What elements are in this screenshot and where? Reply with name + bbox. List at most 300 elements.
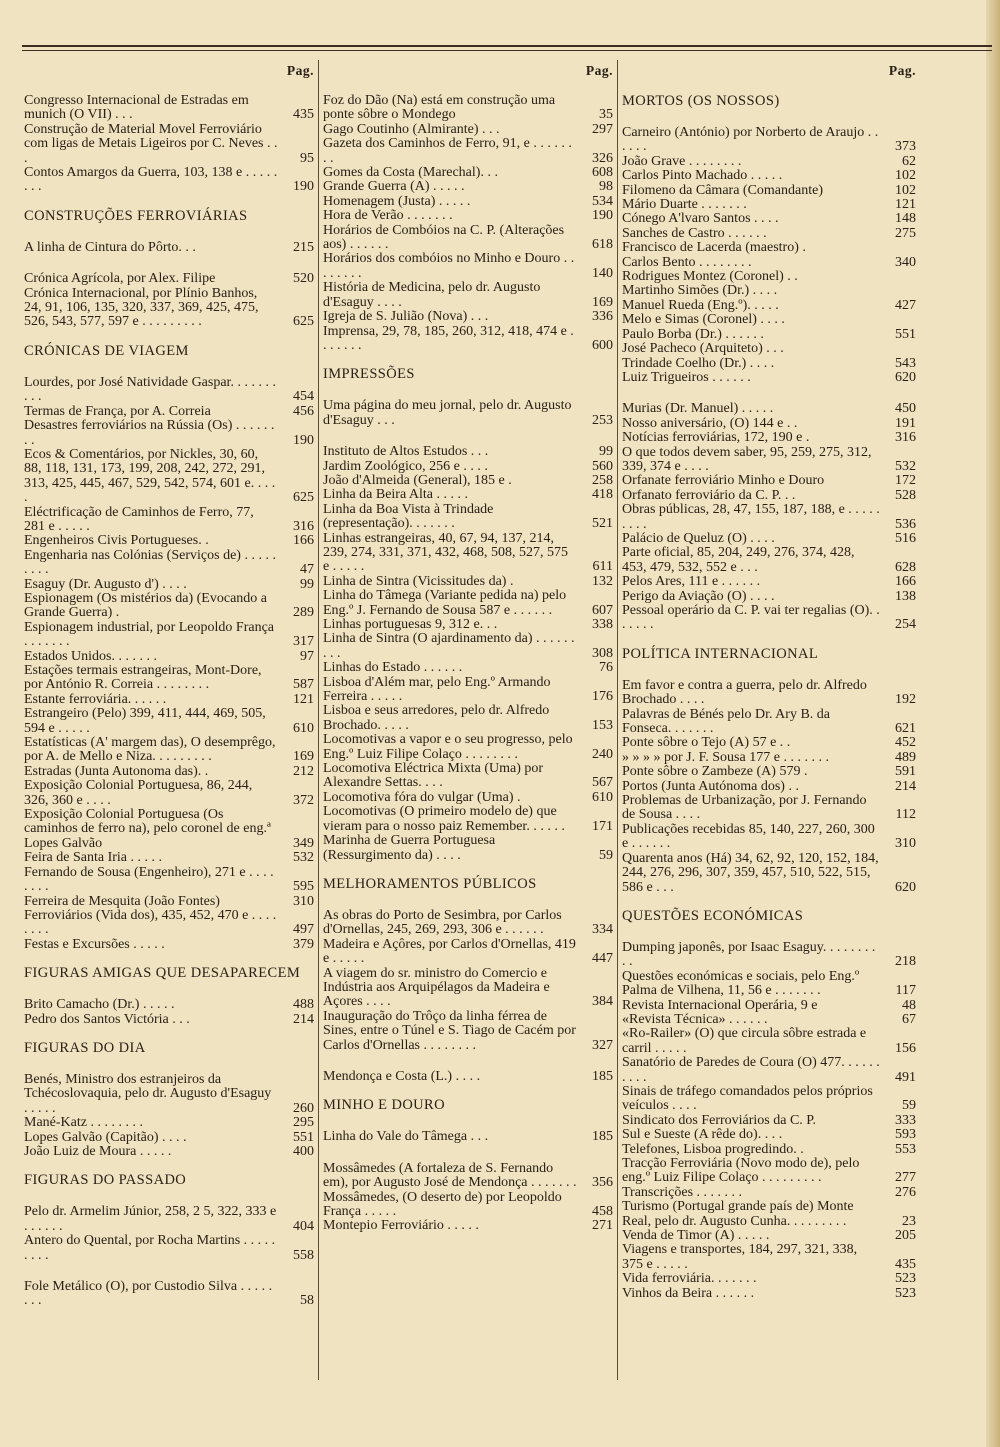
entry-page-number: 166 bbox=[895, 574, 916, 590]
index-entry bbox=[622, 604, 916, 633]
index-entry bbox=[24, 287, 314, 330]
index-entry bbox=[323, 460, 613, 474]
page-column-header: Pag. bbox=[585, 63, 613, 78]
entry-title: Revista Internacional Operária, 9 e bbox=[622, 997, 818, 1013]
entry-page-number: 400 bbox=[293, 1143, 314, 1159]
index-entry bbox=[622, 270, 916, 284]
index-entry bbox=[323, 834, 613, 863]
index-entry bbox=[24, 736, 314, 765]
index-entry bbox=[24, 534, 314, 548]
index-entry bbox=[622, 1027, 916, 1056]
entry-title: Cónego A'lvaro Santos . . . . bbox=[622, 211, 779, 227]
entry-page-number: 558 bbox=[293, 1247, 314, 1263]
entry-page-number: 271 bbox=[592, 1218, 613, 1234]
entry-page-number: 560 bbox=[592, 458, 613, 474]
entry-title: Linhas estrangeiras, 40, 67, 94, 137, 214, 239, 274, 331, 371, 432, 468, 508, 527, 575 e . . . . . bbox=[323, 530, 568, 575]
entry-title: Pelo dr. Armelim Júnior, 258, 2 5, 322, 333 e . . . . . . bbox=[24, 1204, 277, 1234]
index-entry bbox=[24, 909, 314, 938]
index-entry bbox=[323, 1219, 613, 1233]
index-entry bbox=[24, 866, 314, 895]
entry-title: Engenheiros Civis Portugueses. . bbox=[24, 533, 209, 549]
index-entry bbox=[622, 417, 916, 431]
index-entry bbox=[24, 1145, 314, 1159]
entry-title: Exposição Colonial Portuguesa, 86, 244, 326, 360 e . . . . bbox=[24, 778, 253, 808]
index-entry bbox=[622, 299, 916, 313]
entry-page-number: 99 bbox=[599, 444, 613, 460]
entry-title: Orfanato ferroviário da C. P. . . bbox=[622, 487, 796, 503]
index-entry bbox=[323, 399, 613, 428]
entry-page-number: 35 bbox=[599, 107, 613, 123]
entry-page-number: 516 bbox=[895, 530, 916, 546]
entry-page-number: 192 bbox=[895, 692, 916, 708]
index-entry bbox=[24, 1116, 314, 1130]
entry-page-number: 532 bbox=[293, 850, 314, 866]
index-entry bbox=[323, 224, 613, 253]
entry-title: Estradas (Junta Autonoma das). . bbox=[24, 763, 209, 779]
index-entry bbox=[622, 941, 916, 970]
entry-title: Turismo (Portugal grande país de) Monte Real, pelo dr. Augusto Cunha. . . . . . . . . bbox=[622, 1199, 854, 1229]
entry-title: Horários de Combóios na C. P. (Alterações aos) . . . . . . bbox=[323, 222, 565, 253]
index-column-2 bbox=[323, 62, 613, 1372]
entry-title: Linha do Vale do Tâmega . . . bbox=[323, 1129, 489, 1145]
index-entry bbox=[622, 780, 916, 794]
entry-page-number: 418 bbox=[592, 487, 613, 503]
entry-page-number: 608 bbox=[592, 165, 613, 181]
index-entry bbox=[323, 762, 613, 791]
index-entry bbox=[24, 405, 314, 419]
entry-title: João Grave . . . . . . . . bbox=[622, 153, 742, 169]
entry-page-number: 587 bbox=[293, 677, 314, 693]
section-heading: IMPRESSÕES bbox=[323, 366, 415, 383]
entry-title: Feira de Santa Iria . . . . . bbox=[24, 850, 163, 866]
entry-title: Pedro dos Santos Victória . . . bbox=[24, 1011, 190, 1027]
index-entry bbox=[323, 1191, 613, 1220]
entry-title: Perigo da Aviação (O) . . . . bbox=[622, 588, 775, 604]
index-entry bbox=[24, 123, 314, 166]
entry-page-number: 349 bbox=[293, 835, 314, 851]
index-entry bbox=[323, 632, 613, 661]
entry-page-number: 95 bbox=[300, 150, 314, 166]
entry-page-number: 23 bbox=[902, 1213, 916, 1229]
index-entry bbox=[622, 474, 916, 488]
index-entry bbox=[323, 618, 613, 632]
index-entry bbox=[622, 126, 916, 155]
entry-title: Montepio Ferroviário . . . . . bbox=[323, 1218, 479, 1234]
index-entry bbox=[622, 794, 916, 823]
entry-title: Brito Camacho (Dr.) . . . . . bbox=[24, 997, 175, 1013]
entry-page-number: 295 bbox=[293, 1115, 314, 1131]
entry-page-number: 435 bbox=[293, 107, 314, 123]
entry-title: Instituto de Altos Estudos . . . bbox=[323, 444, 489, 460]
entry-title: Horários dos combóios no Minho e Douro . . . . . . . . bbox=[323, 251, 575, 281]
entry-title: Portos (Junta Autónoma dos) . . bbox=[622, 778, 799, 794]
entry-page-number: 338 bbox=[592, 617, 613, 632]
index-entry bbox=[622, 852, 916, 895]
entry-title: Ecos & Comentários, por Nickles, 30, 60, 88, 118, 131, 173, 199, 208, 242, 272, 291, 313, 425, 445, 467, 529, 542, 574, 601 e. . . . . bbox=[24, 446, 276, 506]
entry-title: Contos Amargos da Guerra, 103, 138 e . . . . . . . . bbox=[24, 165, 278, 195]
index-entry bbox=[622, 1272, 916, 1286]
entry-page-number: 140 bbox=[592, 265, 613, 281]
index-entry bbox=[622, 342, 916, 356]
spacer bbox=[24, 255, 314, 272]
entry-page-number: 276 bbox=[895, 1184, 916, 1200]
entry-page-number: 618 bbox=[592, 237, 613, 253]
index-entry bbox=[622, 1085, 916, 1114]
index-entry bbox=[622, 546, 916, 575]
entry-page-number: 532 bbox=[895, 458, 916, 474]
entry-title: Sanches de Castro . . . . . . bbox=[622, 225, 767, 241]
entry-page-number: 454 bbox=[293, 389, 314, 405]
index-entry bbox=[622, 402, 916, 416]
index-entry bbox=[24, 808, 314, 851]
entry-title: Notícias ferroviárias, 172, 190 e . bbox=[622, 430, 810, 446]
entry-page-number: 458 bbox=[592, 1204, 613, 1219]
entry-title: Estações termais estrangeiras, Mont-Dore, por António R. Correia . . . . . . . . bbox=[24, 663, 262, 693]
entry-page-number: 316 bbox=[293, 518, 314, 534]
entry-title: Festas e Excursões . . . . . bbox=[24, 936, 165, 952]
index-entry bbox=[622, 765, 916, 779]
index-entry bbox=[622, 371, 916, 385]
entry-title: Francisco de Lacerda (maestro) . bbox=[622, 240, 806, 256]
entry-title: «Ro-Railer» (O) que circula sôbre estrada e carril . . . . . bbox=[622, 1026, 867, 1056]
entry-page-number: 528 bbox=[895, 487, 916, 503]
index-entry bbox=[323, 474, 613, 488]
entry-title: Linha de Sintra (Vicissitudes da) . bbox=[323, 573, 514, 589]
index-column-1 bbox=[24, 62, 314, 1372]
entry-title: Pessoal operário da C. P. vai ter regalias (O). . . . . . . bbox=[622, 603, 880, 633]
index-entry bbox=[323, 805, 613, 834]
entry-page-number: 47 bbox=[300, 562, 314, 578]
entry-title: Trindade Coelho (Dr.) . . . . bbox=[622, 355, 775, 371]
section-heading: MORTOS (OS NOSSOS) bbox=[622, 93, 780, 109]
entry-title: As obras do Porto de Sesimbra, por Carlos d'Ornellas, 245, 269, 293, 306 e . . . . . . bbox=[323, 907, 562, 938]
index-entry bbox=[24, 166, 314, 195]
top-rule bbox=[22, 45, 992, 47]
entry-title: Desastres ferroviários na Rússia (Os) . . . . . . . . bbox=[24, 418, 275, 448]
entry-page-number: 121 bbox=[895, 197, 916, 213]
entry-title: Exposição Colonial Portuguesa (Os caminhos de ferro na), pelo coronel de eng.ª Lopes Galvão bbox=[24, 807, 271, 851]
entry-page-number: 205 bbox=[895, 1228, 916, 1244]
index-entry bbox=[622, 575, 916, 589]
index-entry bbox=[622, 212, 916, 226]
index-entry bbox=[622, 1056, 916, 1085]
entry-page-number: 172 bbox=[895, 473, 916, 489]
entry-page-number: 521 bbox=[592, 516, 613, 532]
entry-page-number: 611 bbox=[592, 559, 613, 575]
entry-page-number: 310 bbox=[895, 836, 916, 852]
entry-title: Inauguração do Trôço da linha férrea de Sines, entre o Túnel e S. Tiago de Cacém por Carlos d'Ornellas . . . . . . . . bbox=[323, 1008, 576, 1053]
entry-title: Linhas do Estado . . . . . . bbox=[323, 660, 463, 676]
entry-page-number: 214 bbox=[293, 1011, 314, 1027]
entry-title: Melo e Simas (Coronel) . . . . bbox=[622, 312, 785, 328]
entry-page-number: 138 bbox=[895, 588, 916, 604]
entry-title: Crónica Internacional, por Plínio Banhos, 24, 91, 106, 135, 320, 337, 369, 425, 475, 526, 543, 577, 597 e . . . . . . . . . bbox=[24, 285, 259, 330]
entry-title: Carlos Bento . . . . . . . . bbox=[622, 254, 752, 270]
index-entry bbox=[323, 733, 613, 762]
index-entry bbox=[323, 791, 613, 805]
entry-title: Quarenta anos (Há) 34, 62, 92, 120, 152, 184, 244, 276, 296, 307, 359, 457, 510, 522, 515, 586 e . . . bbox=[622, 850, 879, 895]
entry-page-number: 551 bbox=[293, 1129, 314, 1145]
entry-title: Sinais de tráfego comandados pelos próprios veículos . . . . bbox=[622, 1083, 873, 1114]
entry-title: Construção de Material Movel Ferroviário com ligas de Metais Ligeiros por C. Neves . . . bbox=[24, 121, 278, 166]
spacer bbox=[323, 1053, 613, 1070]
entry-page-number: 591 bbox=[895, 764, 916, 780]
entry-page-number: 447 bbox=[592, 951, 613, 967]
entry-page-number: 289 bbox=[293, 605, 314, 621]
entry-page-number: 169 bbox=[293, 749, 314, 765]
index-entry bbox=[323, 704, 613, 733]
entry-page-number: 334 bbox=[592, 922, 613, 938]
entry-title: José Pacheco (Arquiteto) . . . bbox=[622, 341, 784, 357]
index-entry bbox=[622, 357, 916, 371]
index-entry bbox=[622, 256, 916, 270]
entry-page-number: 169 bbox=[592, 294, 613, 310]
index-entry bbox=[323, 1070, 613, 1084]
entry-title: Linha de Sintra (O ajardinamento da) . . . . . . . . . bbox=[323, 631, 575, 661]
index-entry bbox=[24, 1073, 314, 1116]
entry-page-number: 620 bbox=[895, 879, 916, 895]
index-entry bbox=[24, 707, 314, 736]
entry-page-number: 171 bbox=[592, 818, 613, 834]
index-entry bbox=[24, 1205, 314, 1234]
index-entry bbox=[24, 1280, 314, 1309]
entry-title: Lopes Galvão (Capitão) . . . . bbox=[24, 1129, 187, 1145]
entry-title: Tracção Ferroviária (Novo modo de), pelo eng.º Luiz Filipe Colaço . . . . . . . . . bbox=[622, 1156, 860, 1186]
index-entry bbox=[622, 431, 916, 445]
entry-page-number: 491 bbox=[895, 1069, 916, 1085]
index-entry bbox=[622, 970, 916, 999]
entry-title: Mendonça e Costa (L.) . . . . bbox=[323, 1068, 481, 1084]
index-entry bbox=[323, 575, 613, 589]
entry-title: Venda de Timor (A) . . . . . bbox=[622, 1228, 770, 1244]
index-entry bbox=[323, 532, 613, 575]
entry-title: João d'Almeida (General), 185 e . bbox=[323, 472, 512, 488]
entry-page-number: 520 bbox=[293, 271, 314, 287]
entry-title: Estatísticas (A' margem das), O desemprêgo, por A. de Mello e Niza. . . . . . . . . bbox=[24, 735, 276, 765]
index-entry bbox=[622, 328, 916, 342]
entry-page-number: 214 bbox=[895, 778, 916, 794]
entry-title: Espionagem (Os mistérios da) (Evocando a Grande Guerra) . bbox=[24, 590, 267, 621]
entry-page-number: 628 bbox=[895, 559, 916, 575]
index-entry bbox=[622, 1287, 916, 1301]
entry-page-number: 523 bbox=[895, 1271, 916, 1287]
entry-page-number: 384 bbox=[592, 994, 613, 1010]
entry-title: Termas de França, por A. Correia bbox=[24, 403, 211, 419]
index-entry bbox=[622, 489, 916, 503]
entry-title: Grande Guerra (A) . . . . . bbox=[323, 179, 465, 195]
index-entry bbox=[622, 679, 916, 708]
entry-page-number: 148 bbox=[895, 211, 916, 227]
entry-title: Fole Metálico (O), por Custodio Silva . . . . . . . . bbox=[24, 1279, 273, 1309]
top-rule-thin bbox=[22, 50, 992, 51]
index-entry bbox=[622, 1229, 916, 1243]
entry-page-number: 67 bbox=[902, 1011, 916, 1027]
entry-title: Linha da Beira Alta . . . . . bbox=[323, 487, 469, 503]
index-entry bbox=[24, 664, 314, 693]
index-entry bbox=[622, 1128, 916, 1142]
index-entry bbox=[323, 252, 613, 281]
entry-page-number: 595 bbox=[293, 879, 314, 895]
index-entry bbox=[24, 272, 314, 286]
index-entry bbox=[24, 549, 314, 578]
entry-page-number: 215 bbox=[293, 239, 314, 255]
entry-page-number: 326 bbox=[592, 150, 613, 166]
entry-title: Eléctrificação de Caminhos de Ferro, 77, 281 e . . . . . bbox=[24, 504, 254, 534]
entry-page-number: 543 bbox=[895, 355, 916, 371]
entry-page-number: 317 bbox=[293, 634, 314, 650]
entry-page-number: 450 bbox=[895, 401, 916, 417]
entry-title: Congresso Internacional de Estradas em munich (O VII) . . . bbox=[24, 93, 249, 123]
spacer bbox=[323, 1145, 613, 1162]
index-entry bbox=[622, 1013, 916, 1027]
entry-title: Palácio de Queluz (O) . . . . bbox=[622, 530, 775, 546]
entry-title: João Luiz de Moura . . . . . bbox=[24, 1143, 172, 1159]
spacer bbox=[622, 385, 916, 402]
entry-title: Crónica Agrícola, por Alex. Filipe bbox=[24, 271, 216, 287]
entry-page-number: 97 bbox=[300, 648, 314, 664]
entry-page-number: 185 bbox=[592, 1129, 613, 1145]
entry-title: Palavras de Bénés pelo Dr. Ary B. da Fonseca. . . . . . . bbox=[622, 706, 831, 737]
entry-page-number: 316 bbox=[895, 430, 916, 446]
entry-title: Ferreira de Mesquita (João Fontes) bbox=[24, 893, 220, 909]
entry-page-number: 176 bbox=[592, 689, 613, 705]
entry-title: Manuel Rueda (Eng.º). . . . . bbox=[622, 297, 779, 313]
entry-title: Estrangeiro (Pelo) 399, 411, 444, 469, 505, 594 e . . . . . bbox=[24, 706, 266, 736]
entry-page-number: 372 bbox=[293, 792, 314, 808]
index-entry bbox=[24, 621, 314, 650]
section-heading: MINHO E DOURO bbox=[323, 1097, 445, 1114]
column-separator bbox=[318, 60, 319, 1380]
entry-title: Viagens e transportes, 184, 297, 321, 338, 375 e . . . . . bbox=[622, 1242, 858, 1272]
index-entry bbox=[323, 137, 613, 166]
entry-title: Publicações recebidas 85, 140, 227, 260, 300 e . . . . . . bbox=[622, 821, 875, 852]
entry-page-number: 277 bbox=[895, 1170, 916, 1186]
entry-title: Gago Coutinho (Almirante) . . . bbox=[323, 121, 500, 137]
spacer bbox=[24, 1263, 314, 1280]
index-entry bbox=[24, 895, 314, 909]
entry-page-number: 551 bbox=[895, 326, 916, 342]
index-entry bbox=[24, 1234, 314, 1263]
entry-page-number: 593 bbox=[895, 1127, 916, 1143]
entry-page-number: 620 bbox=[895, 369, 916, 385]
entry-page-number: 132 bbox=[592, 573, 613, 589]
entry-title: Engenharia nas Colónias (Serviços de) . . . . . . . . . bbox=[24, 547, 276, 578]
entry-title: Obras públicas, 28, 47, 155, 187, 188, e . . . . . . . . . bbox=[622, 502, 880, 532]
entry-title: Lisboa d'Além mar, pelo Eng.º Armando Ferreira . . . . . bbox=[323, 674, 551, 705]
entry-page-number: 112 bbox=[895, 807, 916, 823]
entry-title: Igreja de S. Julião (Nova) . . . bbox=[323, 309, 489, 325]
entry-title: Locomotiva Eléctrica Mixta (Uma) por Alexandre Settas. . . . bbox=[323, 761, 544, 791]
entry-title: Imprensa, 29, 78, 185, 260, 312, 418, 474 e . . . . . . . bbox=[323, 323, 574, 353]
section-heading: FIGURAS AMIGAS QUE DESAPARECEM bbox=[24, 965, 301, 982]
entry-title: Benés, Ministro dos estranjeiros da Tchécoslovaquia, pelo dr. Augusto d'Esaguy . . . . . bbox=[24, 1071, 272, 1116]
index-entry bbox=[622, 284, 916, 298]
index-entry bbox=[24, 241, 314, 255]
entry-title: Antero do Quental, por Rocha Martins . . . . . . . . . bbox=[24, 1233, 276, 1263]
entry-title: Linha da Boa Vista à Trindade (representação). . . . . . . bbox=[323, 501, 494, 532]
entry-title: História de Medicina, pelo dr. Augusto d'Esaguy . . . . bbox=[323, 280, 541, 310]
entry-title: Locomotivas a vapor e o seu progresso, pelo Eng.º Luiz Filipe Colaço . . . . . . . . bbox=[323, 732, 573, 762]
entry-title: Ponte sôbre o Tejo (A) 57 e . . bbox=[622, 735, 791, 751]
entry-page-number: 534 bbox=[592, 193, 613, 209]
entry-title: Hora de Verão . . . . . . . bbox=[323, 208, 453, 224]
entry-title: Estante ferroviária. . . . . . bbox=[24, 691, 167, 707]
entry-page-number: 218 bbox=[895, 954, 916, 970]
entry-title: A linha de Cintura do Pôrto. . . bbox=[24, 239, 196, 255]
entry-page-number: 456 bbox=[293, 403, 314, 419]
index-entry bbox=[323, 445, 613, 459]
entry-page-number: 48 bbox=[902, 997, 916, 1013]
index-entry bbox=[24, 938, 314, 952]
index-entry bbox=[323, 94, 613, 123]
index-entry bbox=[622, 1114, 916, 1128]
entry-title: Rodrigues Montez (Coronel) . . bbox=[622, 269, 798, 285]
index-column-3 bbox=[622, 62, 916, 1372]
entry-title: Carlos Pinto Machado . . . . . bbox=[622, 168, 783, 184]
index-entry bbox=[24, 1013, 314, 1027]
entry-title: O que todos devem saber, 95, 259, 275, 312, 339, 374 e . . . . bbox=[622, 444, 872, 474]
entry-page-number: 297 bbox=[592, 121, 613, 137]
entry-page-number: 190 bbox=[293, 432, 314, 448]
entry-title: Transcrições . . . . . . . bbox=[622, 1184, 743, 1200]
entry-title: Em favor e contra a guerra, pelo dr. Alfredo Brochado . . . . bbox=[622, 677, 867, 708]
entry-page-number: 240 bbox=[592, 746, 613, 762]
entry-page-number: 58 bbox=[300, 1293, 314, 1309]
entry-page-number: 275 bbox=[895, 225, 916, 241]
index-entry bbox=[622, 823, 916, 852]
index-entry bbox=[24, 376, 314, 405]
entry-page-number: 435 bbox=[895, 1256, 916, 1272]
entry-title: Parte oficial, 85, 204, 249, 276, 374, 428, 453, 479, 532, 552 e . . . bbox=[622, 545, 855, 575]
index-entry bbox=[24, 851, 314, 865]
entry-title: Vida ferroviária. . . . . . . bbox=[622, 1271, 757, 1287]
entry-title: Lisboa e seus arredores, pelo dr. Alfredo Brochado. . . . . bbox=[323, 703, 550, 733]
entry-title: Foz do Dão (Na) está em construção uma ponte sôbre o Mondego bbox=[323, 93, 556, 123]
entry-page-number: 497 bbox=[293, 922, 314, 938]
entry-page-number: 99 bbox=[300, 576, 314, 592]
page-column-header: Pag. bbox=[888, 63, 916, 78]
index-entry bbox=[622, 736, 916, 750]
entry-page-number: 62 bbox=[902, 153, 916, 169]
entry-page-number: 340 bbox=[895, 254, 916, 270]
index-entry bbox=[622, 590, 916, 604]
entry-title: Carneiro (António) por Norberto de Araujo . . . . . . bbox=[622, 125, 879, 155]
entry-title: Marinha de Guerra Portuguesa (Ressurgimento da) . . . . bbox=[323, 833, 496, 863]
page-column-header: Pag. bbox=[286, 63, 314, 78]
index-entry bbox=[323, 1162, 613, 1191]
entry-title: Madeira e Açôres, por Carlos d'Ornellas, 419 e . . . . . bbox=[323, 936, 576, 967]
entry-page-number: 102 bbox=[895, 182, 916, 198]
entry-title: Ferroviários (Vida dos), 435, 452, 470 e . . . . . . . . bbox=[24, 907, 277, 938]
entry-title: Pelos Ares, 111 e . . . . . . bbox=[622, 574, 761, 590]
column-separator bbox=[617, 60, 618, 1380]
index-entry bbox=[24, 1131, 314, 1145]
entry-title: Gazeta dos Caminhos de Ferro, 91, e . . . . . . . . bbox=[323, 136, 572, 166]
index-entry bbox=[622, 1157, 916, 1186]
entry-title: Mané-Katz . . . . . . . . bbox=[24, 1115, 143, 1131]
index-entry bbox=[622, 1243, 916, 1272]
entry-title: Locomotiva fóra do vulgar (Uma) . bbox=[323, 789, 521, 805]
entry-page-number: 258 bbox=[592, 472, 613, 488]
index-entry bbox=[24, 998, 314, 1012]
index-entry bbox=[622, 227, 916, 241]
entry-title: Mossâmedes (A fortaleza de S. Fernando em), por Augusto José de Mendonça . . . . . . . bbox=[323, 1160, 577, 1191]
entry-page-number: 190 bbox=[293, 179, 314, 195]
entry-page-number: 523 bbox=[895, 1285, 916, 1301]
entry-page-number: 253 bbox=[592, 412, 613, 428]
entry-title: Locomotivas (O primeiro modelo de) que vieram para o nosso paiz Remember. . . . . . bbox=[323, 804, 565, 834]
index-entry bbox=[323, 123, 613, 137]
